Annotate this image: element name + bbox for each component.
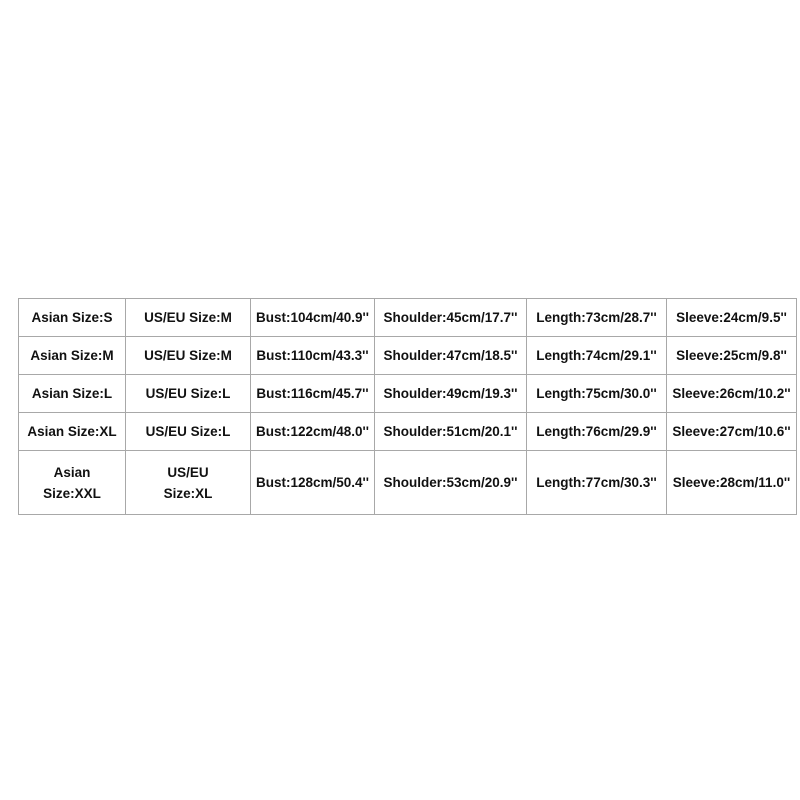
length-cell: Length:73cm/28.7'': [527, 299, 667, 337]
shoulder-cell: Shoulder:45cm/17.7'': [375, 299, 527, 337]
asian-size-cell: Asian Size:L: [19, 375, 126, 413]
us-eu-size-cell: US/EU Size:L: [126, 413, 251, 451]
sleeve-cell: Sleeve:26cm/10.2'': [667, 375, 797, 413]
length-cell: Length:76cm/29.9'': [527, 413, 667, 451]
sleeve-cell: Sleeve:25cm/9.8'': [667, 337, 797, 375]
table-row: [19, 451, 797, 515]
bust-cell: Bust:116cm/45.7'': [251, 375, 375, 413]
sleeve-cell: Sleeve:24cm/9.5'': [667, 299, 797, 337]
asian-size-cell: Asian Size:XL: [19, 413, 126, 451]
table-row: [19, 337, 797, 375]
length-cell: Length:75cm/30.0'': [527, 375, 667, 413]
sleeve-cell: Sleeve:27cm/10.6'': [667, 413, 797, 451]
shoulder-cell: Shoulder:47cm/18.5'': [375, 337, 527, 375]
asian-size-cell: Asian Size:M: [19, 337, 126, 375]
asian-size-cell: Asian Size:S: [19, 299, 126, 337]
shoulder-cell: Shoulder:51cm/20.1'': [375, 413, 527, 451]
shoulder-cell: Shoulder:53cm/20.9'': [375, 451, 527, 515]
shoulder-cell: Shoulder:49cm/19.3'': [375, 375, 527, 413]
us-eu-size-cell: US/EU Size:L: [126, 375, 251, 413]
asian-size-cell: Asian Size:XXL: [19, 451, 126, 515]
length-cell: Length:74cm/29.1'': [527, 337, 667, 375]
us-eu-size-cell: US/EU Size:M: [126, 337, 251, 375]
bust-cell: Bust:110cm/43.3'': [251, 337, 375, 375]
bust-cell: Bust:104cm/40.9'': [251, 299, 375, 337]
sleeve-cell: Sleeve:28cm/11.0'': [667, 451, 797, 515]
table-row: [19, 375, 797, 413]
bust-cell: Bust:122cm/48.0'': [251, 413, 375, 451]
length-cell: Length:77cm/30.3'': [527, 451, 667, 515]
us-eu-size-cell: US/EU Size:M: [126, 299, 251, 337]
table-row: [19, 413, 797, 451]
bust-cell: Bust:128cm/50.4'': [251, 451, 375, 515]
size-chart-table: [18, 298, 797, 515]
table-row: [19, 299, 797, 337]
us-eu-size-cell: US/EU Size:XL: [126, 451, 251, 515]
